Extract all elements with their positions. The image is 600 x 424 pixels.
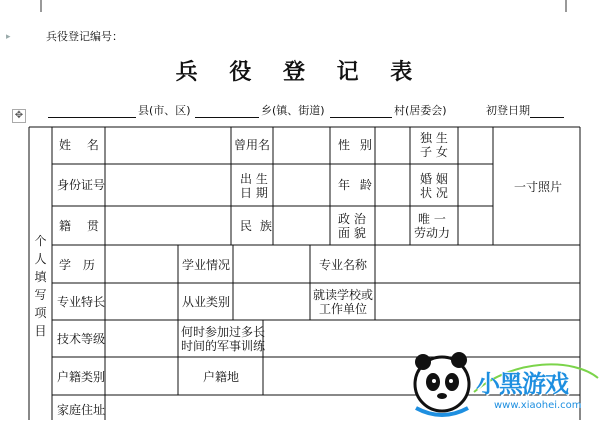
label-education: 学 历 xyxy=(59,258,99,272)
label-only-child-2: 子 女 xyxy=(420,145,448,159)
label-only-child-1: 独 生 xyxy=(420,131,448,145)
label-hukou-place: 户籍地 xyxy=(203,370,240,384)
field-birth-date[interactable] xyxy=(274,165,329,205)
form-title: 兵 役 登 记 表 xyxy=(175,59,425,85)
field-skill-level[interactable] xyxy=(106,321,177,356)
registration-number-label: 兵役登记编号： xyxy=(46,30,123,43)
label-skill-level: 技术等级 xyxy=(57,332,106,346)
field-gender[interactable] xyxy=(376,128,409,163)
label-only-laborer-1: 唯 一 xyxy=(418,212,446,226)
doc-arrow-icon: ▸ xyxy=(6,32,11,42)
field-former-name[interactable] xyxy=(274,128,329,163)
first-registration-date-label: 初登日期 xyxy=(486,104,530,117)
township-label: 乡(镇、街道) xyxy=(261,104,325,117)
label-birth-date-1: 出 生 xyxy=(240,172,268,186)
label-school-or-employer-2: 工作单位 xyxy=(319,302,368,316)
label-name: 姓 名 xyxy=(59,138,105,152)
field-only-child[interactable] xyxy=(459,128,492,163)
photo-label: 一寸照片 xyxy=(514,180,563,194)
label-major: 专业名称 xyxy=(319,258,368,272)
label-birth-date-2: 日 期 xyxy=(240,186,268,200)
label-only-laborer-2: 劳动力 xyxy=(414,226,451,240)
watermark-logo xyxy=(404,348,600,420)
field-native-place[interactable] xyxy=(106,207,230,244)
field-marital-status[interactable] xyxy=(459,165,492,205)
label-former-name: 曾用名 xyxy=(234,138,271,152)
label-hukou-type: 户籍类别 xyxy=(57,370,106,384)
label-native-place: 籍 贯 xyxy=(59,219,105,233)
label-id-number: 身份证号 xyxy=(57,178,106,192)
field-hukou-type[interactable] xyxy=(106,358,177,394)
label-specialty: 专业特长 xyxy=(57,295,106,309)
watermark-url: www.xiaohei.com xyxy=(494,400,582,411)
field-name[interactable] xyxy=(106,128,230,163)
label-military-training-2: 时间的军事训练 xyxy=(181,339,266,353)
field-occupation[interactable] xyxy=(234,284,309,319)
village-label: 村(居委会) xyxy=(394,104,447,117)
field-only-laborer[interactable] xyxy=(459,207,492,244)
field-school-or-employer[interactable] xyxy=(376,284,579,319)
watermark-brand: 小黑游戏 xyxy=(476,370,568,398)
field-major[interactable] xyxy=(376,246,579,282)
label-degree-status: 学业情况 xyxy=(182,258,231,272)
field-political-status[interactable] xyxy=(376,207,409,244)
label-political-status-1: 政 治 xyxy=(338,212,366,226)
field-specialty[interactable] xyxy=(106,284,177,319)
county-label: 县(市、区) xyxy=(138,104,191,117)
label-home-address: 家庭住址 xyxy=(57,403,106,417)
label-occupation: 从业类别 xyxy=(182,295,231,309)
field-ethnicity[interactable] xyxy=(274,207,329,244)
label-military-training-1: 何时参加过多长 xyxy=(181,325,266,339)
label-gender: 性 别 xyxy=(338,138,375,152)
field-degree-status[interactable] xyxy=(234,246,309,282)
label-marital-status-1: 婚 姻 xyxy=(420,172,448,186)
label-political-status-2: 面 貌 xyxy=(338,226,366,240)
label-marital-status-2: 状 况 xyxy=(420,186,448,200)
section-label-personal: 个人填写项目 xyxy=(34,234,47,338)
field-education[interactable] xyxy=(106,246,177,282)
field-id-number[interactable] xyxy=(106,165,230,205)
label-school-or-employer-1: 就读学校或 xyxy=(313,288,374,302)
table-move-handle-icon[interactable]: ✥ xyxy=(12,109,26,123)
label-age: 年 龄 xyxy=(338,178,375,192)
label-ethnicity: 民 族 xyxy=(240,219,274,233)
field-age[interactable] xyxy=(376,165,409,205)
